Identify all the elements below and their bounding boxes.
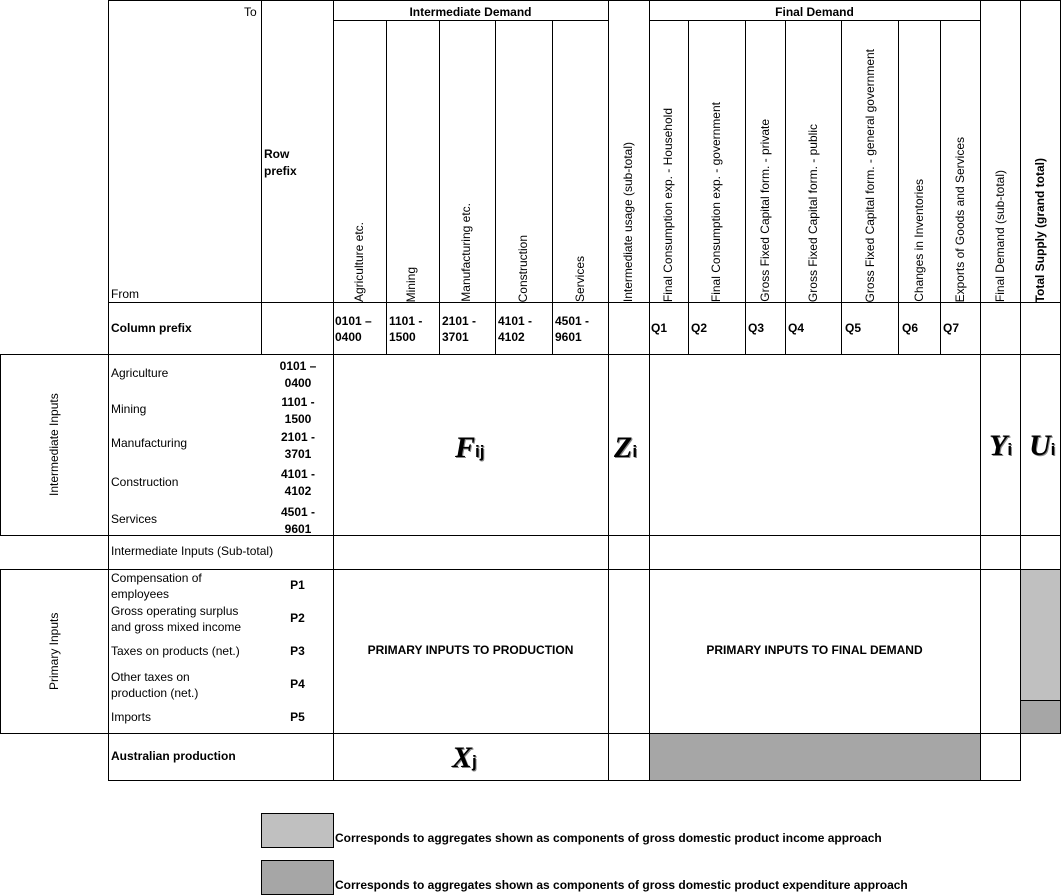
primary-inputs-to-final-demand: PRIMARY INPUTS TO FINAL DEMAND (706, 643, 923, 657)
col-prefix-mining: 1101 - 1500 (389, 314, 423, 344)
col-header-q1: Final Consumption exp. - Household (661, 107, 675, 302)
col-prefix-q5: Q5 (845, 321, 862, 335)
row-prefix-construction: 4101 - 4102 (280, 467, 316, 498)
row-label-manufacturing: Manufacturing (111, 436, 188, 450)
from-label: From (111, 287, 139, 301)
col-header-final-demand-subtotal: Final Demand (sub-total) (993, 169, 1007, 302)
intermediate-inputs-group-label: Intermediate Inputs (47, 393, 61, 496)
legend-swatch-expenditure (261, 860, 334, 895)
col-header-services: Services (573, 255, 587, 302)
col-header-agriculture: Agriculture etc. (352, 221, 366, 302)
row-prefix-agriculture: 0101 – 0400 (279, 359, 317, 390)
row-prefix-manufacturing: 2101 - 3701 (280, 430, 316, 461)
row-label-construction: Construction (111, 475, 179, 489)
row-label-p1: Compensation of employees (111, 571, 202, 601)
row-prefix-mining: 1101 - 1500 (281, 395, 315, 426)
col-prefix-q3: Q3 (748, 321, 765, 335)
symbol-u: Ui (1029, 429, 1056, 462)
intermediate-demand-header: Intermediate Demand (409, 5, 532, 19)
col-prefix-agriculture: 0101 – 0400 (335, 314, 372, 344)
row-prefix-p5: P5 (290, 710, 305, 724)
row-label-mining: Mining (111, 402, 147, 416)
final-demand-production-fill (649, 733, 980, 780)
row-label-p5: Imports (111, 710, 152, 724)
row-prefix-p2: P2 (290, 611, 305, 625)
primary-inputs-group-label: Primary Inputs (47, 612, 61, 690)
row-prefix-label: Row prefix (264, 147, 297, 178)
row-label-p3: Taxes on products (net.) (111, 644, 240, 658)
col-header-intermediate-usage: Intermediate usage (sub-total) (621, 141, 635, 302)
col-header-manufacturing: Manufacturing etc. (459, 203, 473, 302)
legend-text-expenditure: Corresponds to aggregates shown as components of gross domestic product expenditure approach (335, 878, 908, 892)
col-prefix-q2: Q2 (691, 321, 708, 335)
col-prefix-construction: 4101 - 4102 (498, 314, 533, 344)
col-header-q6: Changes in Inventories (912, 179, 926, 302)
legend-text-income: Corresponds to aggregates shown as components of gross domestic product income approach (335, 831, 882, 845)
row-label-agriculture: Agriculture (111, 366, 169, 380)
col-header-construction: Construction (516, 234, 530, 302)
row-label-p2: Gross operating surplus and gross mixed income (111, 604, 242, 634)
symbol-f: Fij (455, 431, 485, 464)
col-header-q5: Gross Fixed Capital form. - general government (863, 48, 877, 302)
total-supply-primary-fill (1021, 569, 1061, 700)
col-prefix-services: 4501 - 9601 (555, 314, 590, 344)
row-prefix-services: 4501 - 9601 (280, 505, 316, 536)
col-prefix-manufacturing: 2101 - 3701 (442, 314, 477, 344)
symbol-x: Xj (452, 741, 477, 774)
col-header-total-supply: Total Supply (grand total) (1033, 157, 1047, 302)
total-supply-imports-fill (1021, 700, 1061, 733)
symbol-y: Yi (989, 429, 1013, 462)
row-prefix-p1: P1 (290, 578, 305, 592)
row-label-services: Services (111, 512, 158, 526)
col-prefix-q1: Q1 (651, 321, 668, 335)
column-prefix-label: Column prefix (111, 321, 192, 335)
col-prefix-q4: Q4 (788, 321, 805, 335)
col-header-q7: Exports of Goods and Services (953, 136, 967, 302)
to-label: To (244, 5, 257, 19)
final-demand-header: Final Demand (775, 5, 854, 19)
col-header-q4: Gross Fixed Capital form. - public (806, 123, 820, 302)
col-header-q2: Final Consumption exp. - government (709, 101, 723, 302)
row-prefix-p4: P4 (290, 677, 305, 691)
col-header-mining: Mining (404, 266, 418, 302)
col-header-q3: Gross Fixed Capital form. - private (758, 119, 772, 302)
row-label-p4: Other taxes on production (net.) (111, 670, 199, 700)
legend-swatch-income (261, 813, 334, 848)
row-prefix-p3: P3 (290, 644, 305, 658)
australian-production-label: Australian production (111, 749, 236, 763)
col-prefix-q6: Q6 (902, 321, 919, 335)
intermediate-inputs-subtotal-label: Intermediate Inputs (Sub-total) (111, 544, 274, 558)
symbol-z: Zi (614, 431, 638, 464)
primary-inputs-to-production: PRIMARY INPUTS TO PRODUCTION (367, 643, 574, 657)
col-prefix-q7: Q7 (943, 321, 960, 335)
